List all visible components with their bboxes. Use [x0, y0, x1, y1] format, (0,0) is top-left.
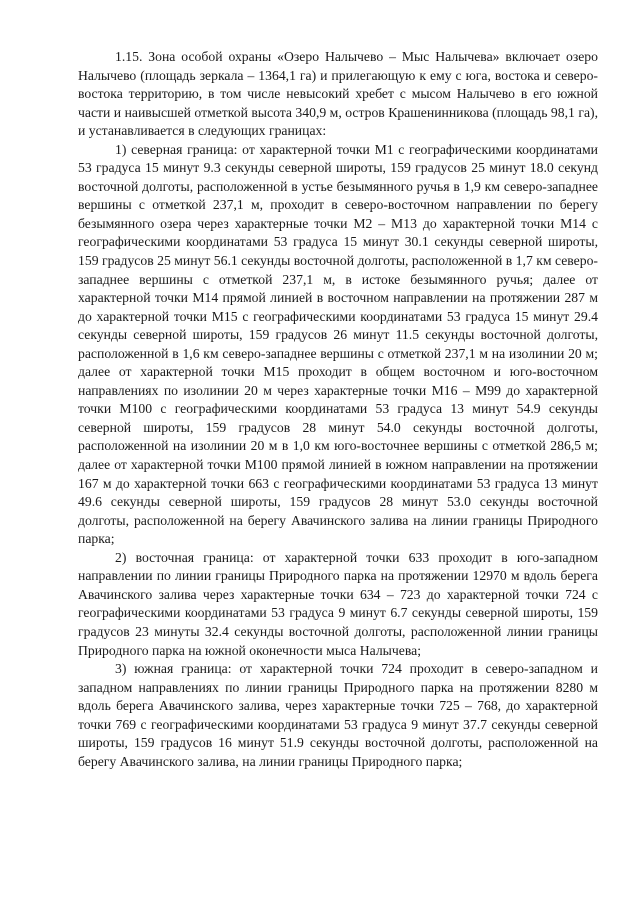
paragraph-zone-description: 1.15. Зона особой охраны «Озеро Налычево – Мыс Налычева» включает озеро Налычево (площадь зеркала – 1364,1 га) и прилегающую к ему с юга, востока и северо-востока территорию, в том числе невысокий хребет с мысом Налычево в его южной части и наивысшей отметкой высота 340,9 м, остров Крашенинникова (площадь 98,1 га), и устанавливается в следующих границах: [78, 49, 598, 139]
paragraph-northern-boundary: 1) северная граница: от характерной точки М1 с географическими координатами 53 градуса 15 минут 9.3 секунды северной широты, 159 градусов 25 минут 18.0 секунд восточной долготы, расположенной в устье безымянного ручья в 1,9 км северо-западнее вершины с отметкой 237,1 м, проходит в северо-восточном направлении по берегу безымянного озера через характерные точки М2 – М13 до характерной точки М14 с географическими координатами 53 градуса 15 минут 30.1 секунды северной широты, 159 градусов 25 минут 56.1 секунды восточной долготы, расположенной в 1,7 км северо-западнее вершины с отметкой 237,1 м, в истоке безымянного ручья; далее от характерной точки М14 прямой линией в восточном направлении на протяжении 287 м до характерной точки М15 с географическими координатами 53 градуса 15 минут 29.4 секунды северной широты, 159 градусов 26 минут 11.5 секунды восточной долготы, расположенной в 1,6 км северо-западнее вершины с отметкой 237,1 м на изолинии 20 м; далее от характерной точки М15 проходит в общем восточном и юго-восточном направлениях по изолинии 20 м через характерные точки М16 – М99 до характерной точки М100 с географическими координатами 53 градуса 13 минут 54.9 секунды северной широты, 159 градусов 28 минут 54.0 секунды восточной долготы, расположенной на изолинии 20 м в 1,0 км юго-восточнее вершины с отметкой 286,5 м; далее от характерной точки М100 прямой линией в южном направлении на протяжении 167 м до характерной точки 663 с географическими координатами 53 градуса 13 минут 49.6 секунды северной широты, 159 градусов 28 минут 53.0 секунды восточной долготы, расположенной на берегу Авачинского залива на линии границы Природного парка; [78, 141, 598, 547]
document-page [78, 48, 598, 771]
paragraph-eastern-boundary: 2) восточная граница: от характерной точки 633 проходит в юго-западном направлении по линии границы Природного парка на протяжении 12970 м вдоль берега Авачинского залива через характерные точки 634 – 723 до характерной точки 724 с географическими координатами 53 градуса 9 минут 6.7 секунды северной широты, 159 градусов 23 минуты 32.4 секунды восточной долготы, расположенной линии границы Природного парка на южной оконечности мыса Налычева; [78, 549, 598, 658]
paragraph-southern-boundary: 3) южная граница: от характерной точки 724 проходит в северо-западном и западном направлениях по линии границы Природного парка на протяжении 8280 м вдоль берега Авачинского залива, через характерные точки 725 – 768, до характерной точки 769 с географическими координатами 53 градуса 9 минут 37.7 секунды северной широты, 159 градусов 16 минут 51.9 секунды восточной долготы, расположенной на берегу Авачинского залива, на линии границы Природного парка; [78, 661, 598, 769]
